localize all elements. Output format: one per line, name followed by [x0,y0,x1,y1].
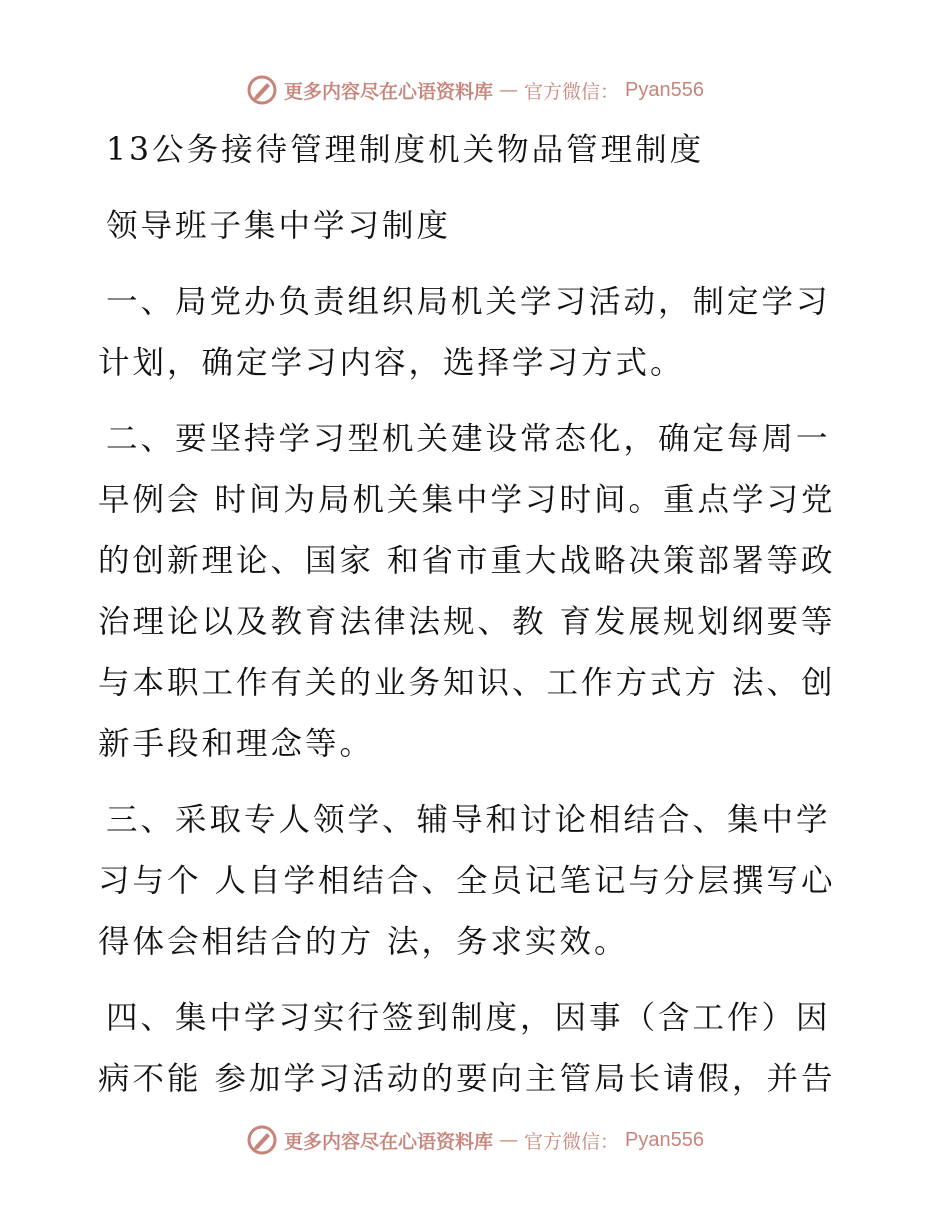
watermark-label: 官方微信： [524,1130,620,1153]
watermark-text: 更多内容尽在心语资料库 [284,1130,494,1153]
watermark-wechat-id: Pyan556 [625,1128,704,1151]
document-body [98,120,838,1110]
watermark-dash: — [499,79,519,101]
paragraph-1: 一、局党办负责组织局机关学习活动，制定学习计划，确定学习内容，选择学习方式。 [98,284,831,381]
document-title: 13公务接待管理制度机关物品管理制度 [106,132,705,168]
paragraph-2: 二、要坚持学习型机关建设常态化，确定每周一早例会 时间为局机关集中学习时间。重点学习党的创新理论、国家 和省市重大战略决策部署等政治理论以及教育法律法规、教 育发展规划纲要等与本职工作有关的业务知识、工作方式方 法、创新手段和理念等。 [98,421,836,762]
watermark-dash: — [499,1129,519,1151]
document-subtitle: 领导班子集中学习制度 [106,208,452,244]
watermark-text: 更多内容尽在心语资料库 [284,80,494,103]
footer-watermark [0,1120,950,1160]
pen-logo-icon [246,74,278,106]
header-watermark [0,70,950,110]
pen-logo-icon [246,1124,278,1156]
watermark-label: 官方微信： [524,80,620,103]
paragraph-4: 四、集中学习实行签到制度，因事（含工作）因病不能 参加学习活动的要向主管局长请假，并告 [98,1000,836,1097]
watermark-wechat-id: Pyan556 [625,78,704,101]
paragraph-3: 三、采取专人领学、辅导和讨论相结合、集中学习与个 人自学相结合、全员记笔记与分层撰写心得体会相结合的方 法，务求实效。 [98,802,836,960]
